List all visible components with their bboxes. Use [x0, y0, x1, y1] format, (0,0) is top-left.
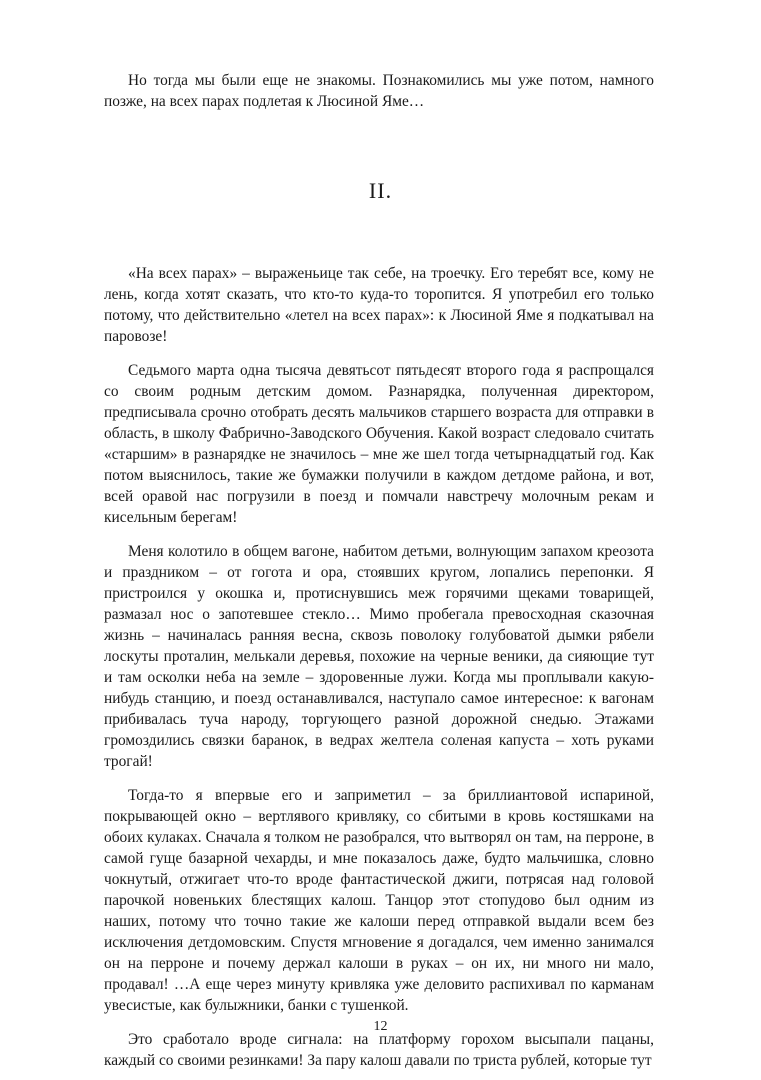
page-number: 12 [373, 1019, 388, 1034]
paragraph: Это сработало вроде сигнала: на платформу горохом высыпали пацаны, каждый со своими резинками! За пару калош давали по триста рублей, которые тут [104, 1031, 654, 1069]
intro-paragraph: Но тогда мы были еще не знакомы. Познакомились мы уже потом, намного позже, на всех парах подлетая к Люсиной Яме… [104, 72, 654, 110]
intro-text [104, 70, 654, 112]
chapter-heading: II. [368, 178, 393, 203]
paragraph: Седьмого марта одна тысяча девятьсот пятьдесят второго года я распрощался со своим родным детским домом. Разнарядка, полученная директором, предписывала срочно отобрать десять мальчиков старшего возраста для отправки в область, в школу Фабрично-Заводского Обучения. Какой возраст следовало считать «старшим» в разнарядке не значилось – мне же шел тогда четырнадцатый год. Как потом выяснилось, такие же бумажки получили в каждом детдоме района, и вот, всей оравой нас погрузили в поезд и помчали навстречу молочным рекам и кисельным берегам! [104, 362, 654, 526]
paragraph: «На всех парах» – выраженьице так себе, на троечку. Его теребят все, кому не лень, когда хотят сказать, что кто-то куда-то торопится. Я употребил его только потому, что действительно «летел на всех парах»: к Люсиной Яме я подкатывал на паровозе! [104, 265, 654, 345]
chapter-body [104, 263, 654, 1071]
paragraph: Тогда-то я впервые его и заприметил – за бриллиантовой испариной, покрывающей окно – вертлявого кривляку, со сбитыми в кровь костяшками на обоих кулаках. Сначала я толком не разобрался, что вытворял он там, на перроне, в самой гуще базарной чехарды, и мне показалось даже, будто мальчишка, словно чокнутый, отжигает что-то вроде фантастической джиги, потрясая над головой парочкой новеньких блестящих калош. Танцор этот стопудово был одним из наших, потому что точно такие же калоши перед отправкой выдали всем без исключения детдомовским. Спустя мгновение я догадался, чем именно занимался он на перроне и почему держал калоши в руках – он их, ни много ни мало, продавал! …А еще через минуту кривляка уже деловито распихивал по карманам увесистые, как булыжники, банки с тушенкой. [104, 787, 654, 1014]
paragraph: Меня колотило в общем вагоне, набитом детьми, волнующим запахом креозота и праздником – от гогота и ора, стоявших кругом, лопались перепонки. Я пристроился у окошка и, протиснувшись меж горячими щеками товарищей, размазал нос о запотевшее стекло… Мимо пробегала превосходная сказочная жизнь – начиналась ранняя весна, сквозь поволоку голубоватой дымки рябели лоскуты проталин, мелькали деревья, похожие на черные веники, да сияющие тут и там осколки неба на земле – здоровенные лужи. Когда мы проплывали какую-нибудь станцию, и поезд останавливался, наступало самое интересное: к вагонам прибивалась туча народу, торгующего разной дорожной снедью. Этажами громоздились связки баранок, в ведрах желтела соленая капуста – хоть руками трогай! [104, 543, 654, 770]
